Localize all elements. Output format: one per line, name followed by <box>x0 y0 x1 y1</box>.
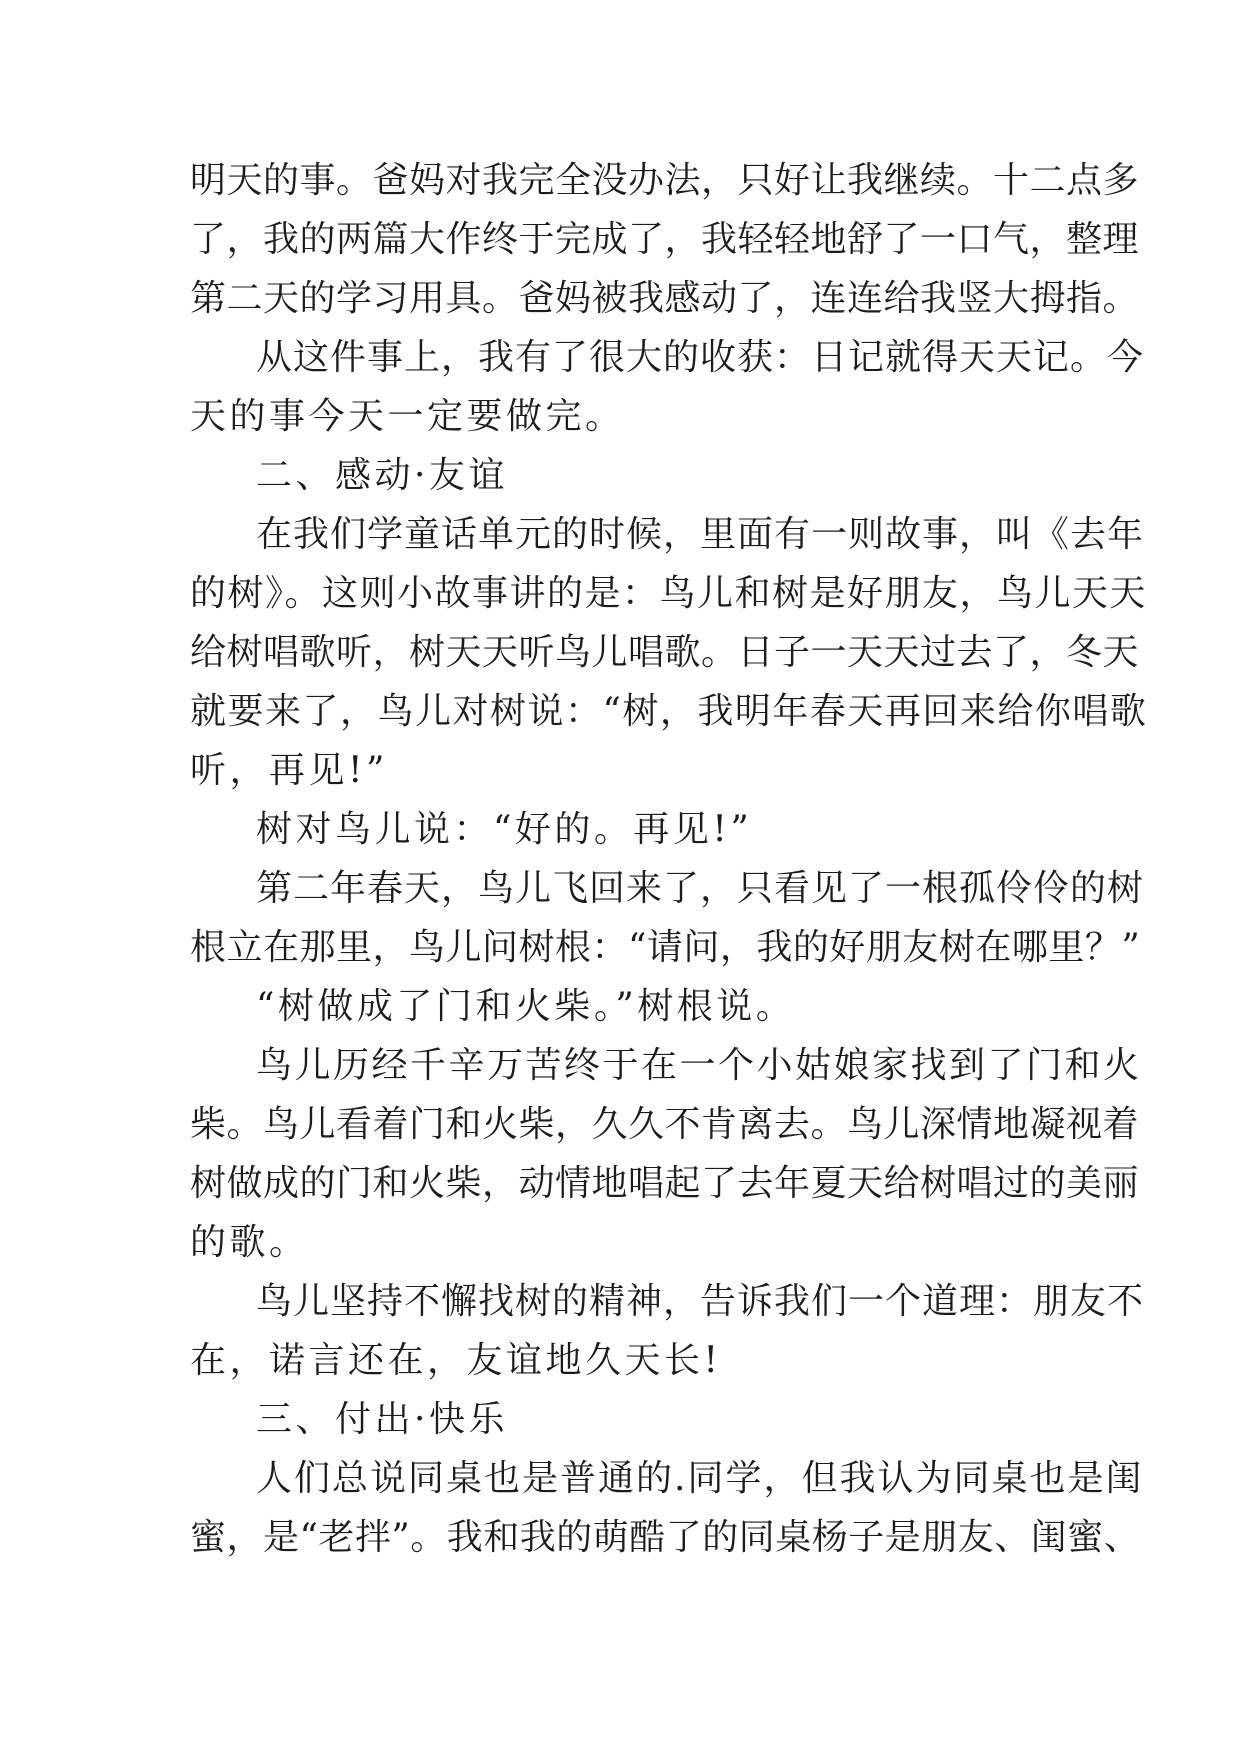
text-line: 蜜，是“老拌”。我和我的萌酷了的同桌杨子是朋友、闺蜜、 <box>190 1517 1141 1558</box>
text-line: 在，诺言还在，友谊地久天长! <box>190 1340 722 1381</box>
text-line: 人们总说同桌也是普通的.同学，但我认为同桌也是闺 <box>256 1458 1144 1499</box>
text-line: “树做成了门和火柴。”树根说。 <box>256 986 796 1027</box>
text-line: 鸟儿坚持不懈找树的精神，告诉我们一个道理：朋友不 <box>256 1281 1145 1322</box>
text-line: 从这件事上，我有了很大的收获：日记就得天天记。今 <box>256 337 1145 378</box>
text-line: 在我们学童话单元的时候，里面有一则故事，叫《去年 <box>256 514 1145 555</box>
text-line: 就要来了，鸟儿对树说：“树，我明年春天再回来给你唱歌 <box>190 691 1148 732</box>
text-line: 树做成的门和火柴，动情地唱起了去年夏天给树唱过的美丽 <box>190 1163 1140 1204</box>
text-line: 了，我的两篇大作终于完成了，我轻轻地舒了一口气，整理 <box>190 219 1140 260</box>
text-line: 树对鸟儿说：“好的。再见!” <box>256 809 753 850</box>
text-line: 明天的事。爸妈对我完全没办法，只好让我继续。十二点多 <box>190 160 1140 201</box>
text-line: 给树唱歌听，树天天听鸟儿唱歌。日子一天天过去了，冬天 <box>190 632 1140 673</box>
text-line: 天的事今天一定要做完。 <box>190 396 625 437</box>
text-line: 听，再见!” <box>190 750 388 791</box>
text-line: 第二年春天，鸟儿飞回来了，只看见了一根孤伶伶的树 <box>256 868 1145 909</box>
text-line: 鸟儿历经千辛万苦终于在一个小姑娘家找到了门和火 <box>256 1045 1142 1086</box>
section-heading: 二、感动·友谊 <box>256 455 508 496</box>
section-heading: 三、付出·快乐 <box>256 1399 508 1440</box>
text-line: 的歌。 <box>190 1222 309 1263</box>
text-line: 柴。鸟儿看着门和火柴，久久不肯离去。鸟儿深情地凝视着 <box>190 1104 1140 1145</box>
text-line: 根立在那里，鸟儿问树根：“请问，我的好朋友树在哪里？” <box>190 927 1141 968</box>
text-line: 的树》。这则小故事讲的是：鸟儿和树是好朋友，鸟儿天天 <box>190 573 1148 614</box>
text-line: 第二天的学习用具。爸妈被我感动了，连连给我竖大拇指。 <box>190 278 1140 319</box>
